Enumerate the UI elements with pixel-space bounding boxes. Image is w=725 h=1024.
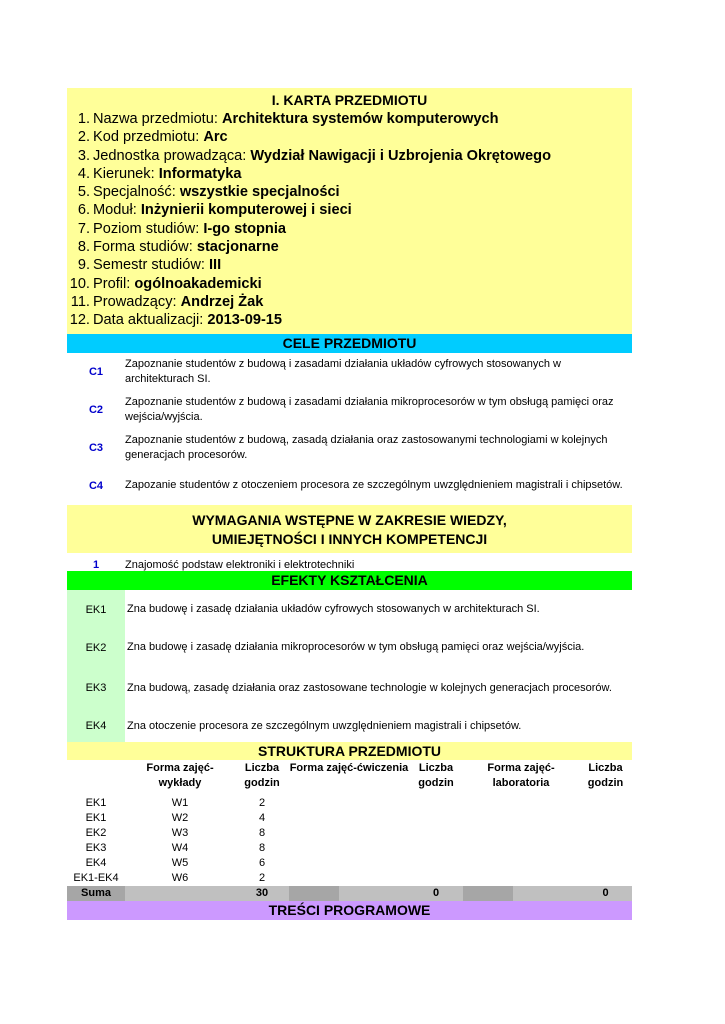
karta-value: Wydział Nawigacji i Uzbrojenia Okrętowego: [250, 147, 551, 164]
karta-row: [67, 220, 632, 238]
cell-godz: 8: [258, 826, 266, 839]
cele-row: [67, 429, 632, 467]
suma-cwiczenia-group: [289, 886, 409, 901]
cell-ek: EK1: [85, 796, 107, 809]
karta-num: 3.: [77, 147, 90, 164]
cele-text: Zapozanie studentów z otoczeniem procesora ze szczególnym uwzględnieniem magistrali i chipsetów.: [125, 479, 623, 492]
cell-forma: W4: [171, 841, 189, 854]
wymagania-code: 1: [92, 558, 100, 571]
karta-label: Jednostka prowadząca:: [93, 147, 247, 164]
karta-row: [67, 311, 632, 329]
karta-row: [67, 256, 632, 274]
cell-forma: W5: [171, 856, 189, 869]
wymagania-title-line1: WYMAGANIA WSTĘPNE W ZAKRESIE WIEDZY,: [192, 511, 507, 528]
suma-empty: [339, 886, 409, 901]
karta-num: 12.: [69, 312, 90, 329]
karta-row: [67, 110, 632, 128]
karta-value: stacjonarne: [196, 239, 279, 256]
efekty-row: [67, 630, 632, 666]
table-row: [67, 841, 632, 856]
karta-label: Forma studiów:: [93, 239, 193, 256]
header-liczba-godzin: Liczba godzin: [418, 761, 454, 789]
karta-value: Inżynierii komputerowej i sieci: [140, 202, 352, 219]
karta-label: Moduł:: [93, 202, 137, 219]
efekty-text: Zna budową, zasadę działania oraz zastosowane technologie w kolejnych generacjach procesorów.: [127, 681, 612, 694]
course-sheet: [67, 88, 632, 920]
karta-section: [67, 88, 632, 334]
karta-label: Kod przedmiotu:: [93, 129, 200, 146]
table-row: [67, 871, 632, 886]
karta-num: 1.: [77, 111, 90, 127]
karta-num: 10.: [69, 275, 90, 292]
suma-wyklady: 30: [235, 886, 289, 901]
wymagania-text: Znajomość podstaw elektroniki i elektrotechniki: [125, 558, 355, 571]
cele-row: [67, 391, 632, 429]
wymagania-title: [67, 505, 632, 553]
cell-godz: 2: [258, 796, 266, 809]
karta-row: [67, 238, 632, 256]
cell-godz: 8: [258, 841, 266, 854]
efekty-code: EK2: [67, 630, 125, 666]
karta-value: III: [209, 257, 222, 274]
struktura-header: [67, 760, 632, 796]
suma-empty: [513, 886, 579, 901]
karta-label: Data aktualizacji:: [93, 312, 204, 329]
karta-num: 5.: [77, 184, 90, 201]
efekty-text: Zna budowę i zasadę działania układów cyfrowych stosowanych w architekturach SI.: [127, 603, 540, 616]
efekty-text: Zna otoczenie procesora ze szczególnym uwzględnieniem magistrali i chipsetów.: [127, 719, 522, 732]
karta-value: wszystkie specjalności: [179, 184, 340, 201]
cell-godz: 4: [258, 811, 266, 824]
cele-text: Zapoznanie studentów z budową i zasadami działania mikroprocesorów w tym obsługą pamięci oraz wejścia/wyjścia.: [125, 395, 614, 423]
cell-ek: EK4: [85, 856, 107, 869]
karta-row: [67, 275, 632, 293]
cele-text: Zapoznanie studentów z budową i zasadami działania układów cyfrowych stosowanych w architekturach SI.: [125, 357, 561, 385]
cele-code: C3: [88, 441, 104, 454]
tresci-title: TREŚCI PROGRAMOWE: [67, 901, 632, 920]
table-row: [67, 856, 632, 871]
efekty-code: EK3: [67, 666, 125, 711]
header-forma-laboratoria: Forma zajęć-laboratoria: [487, 761, 555, 789]
cell-forma: W2: [171, 811, 189, 824]
table-row: [67, 826, 632, 841]
cele-code: C4: [88, 479, 104, 492]
header-forma-cwiczenia: Forma zajęć-ćwiczenia: [289, 761, 409, 774]
efekty-text: Zna budowę i zasadę działania mikroprocesorów w tym obsługą pamięci oraz wejścia/wyjścia.: [127, 641, 585, 654]
cell-forma: W1: [171, 796, 189, 809]
cell-ek: EK1-EK4: [73, 871, 119, 884]
cell-ek: EK3: [85, 841, 107, 854]
efekty-code: EK1: [67, 590, 125, 630]
karta-num: 6.: [77, 202, 90, 219]
efekty-row: [67, 711, 632, 742]
efekty-row: [67, 666, 632, 711]
suma-label: Suma: [67, 886, 125, 901]
cele-code: C1: [88, 365, 104, 378]
karta-label: Prowadzący:: [93, 293, 177, 310]
suma-empty: [289, 886, 339, 901]
cell-godz: 6: [258, 856, 266, 869]
table-row: [67, 796, 632, 811]
cele-code: C2: [88, 403, 104, 416]
karta-value: Architektura systemów komputerowych: [221, 111, 499, 127]
cell-ek: EK2: [85, 826, 107, 839]
karta-label: Nazwa przedmiotu:: [93, 111, 218, 127]
suma-empty: [463, 886, 513, 901]
karta-label: Poziom studiów:: [93, 220, 200, 237]
karta-title: I. KARTA PRZEDMIOTU: [271, 92, 428, 108]
struktura-title: STRUKTURA PRZEDMIOTU: [67, 742, 632, 760]
karta-num: 8.: [77, 239, 90, 256]
karta-label: Kierunek:: [93, 165, 155, 182]
karta-value: I-go stopnia: [203, 220, 287, 237]
karta-label: Semestr studiów:: [93, 257, 205, 274]
karta-label: Profil:: [93, 275, 131, 292]
karta-label: Specjalność:: [93, 184, 176, 201]
cell-forma: W6: [171, 871, 189, 884]
efekty-row: [67, 590, 632, 630]
wymagania-row: [67, 553, 632, 571]
header-forma-wyklady: Forma zajęć-wykłady: [146, 761, 214, 789]
wymagania-title-line2: UMIEJĘTNOŚCI I INNYCH KOMPETENCJI: [211, 530, 488, 547]
cell-godz: 2: [258, 871, 266, 884]
header-liczba-godzin: Liczba godzin: [244, 761, 280, 789]
suma-empty: [125, 886, 235, 901]
cele-title: CELE PRZEDMIOTU: [67, 334, 632, 353]
karta-value: 2013-09-15: [207, 312, 283, 329]
table-row: [67, 811, 632, 826]
efekty-title: EFEKTY KSZTAŁCENIA: [67, 571, 632, 590]
karta-value: Informatyka: [158, 165, 242, 182]
karta-row: [67, 183, 632, 201]
cele-row: [67, 353, 632, 391]
cele-list: [67, 353, 632, 505]
karta-num: 7.: [77, 220, 90, 237]
karta-row: [67, 128, 632, 146]
karta-value: Andrzej Żak: [180, 293, 264, 310]
header-empty: [67, 760, 125, 796]
suma-laboratoria: 0: [579, 886, 632, 901]
cele-text: Zapoznanie studentów z budową, zasadą działania oraz zastosowanymi technologiami w kolejnych generacjach procesorów.: [125, 433, 608, 461]
karta-num: 9.: [77, 257, 90, 274]
karta-row: [67, 293, 632, 311]
karta-row: [67, 147, 632, 165]
karta-row: [67, 165, 632, 183]
cele-row: [67, 467, 632, 505]
karta-num: 4.: [77, 165, 90, 182]
suma-laboratoria-group: [463, 886, 579, 901]
efekty-list: [67, 590, 632, 742]
header-liczba-godzin: Liczba godzin: [587, 761, 624, 789]
cell-forma: W3: [171, 826, 189, 839]
suma-row: [67, 886, 632, 901]
struktura-rows: [67, 796, 632, 886]
karta-num: 11.: [70, 293, 90, 310]
efekty-code: EK4: [67, 711, 125, 742]
karta-value: ogólnoakademicki: [134, 275, 262, 292]
cell-ek: EK1: [85, 811, 107, 824]
karta-row: [67, 201, 632, 219]
karta-value: Arc: [203, 129, 228, 146]
karta-num: 2.: [77, 129, 90, 146]
suma-cwiczenia: 0: [409, 886, 463, 901]
